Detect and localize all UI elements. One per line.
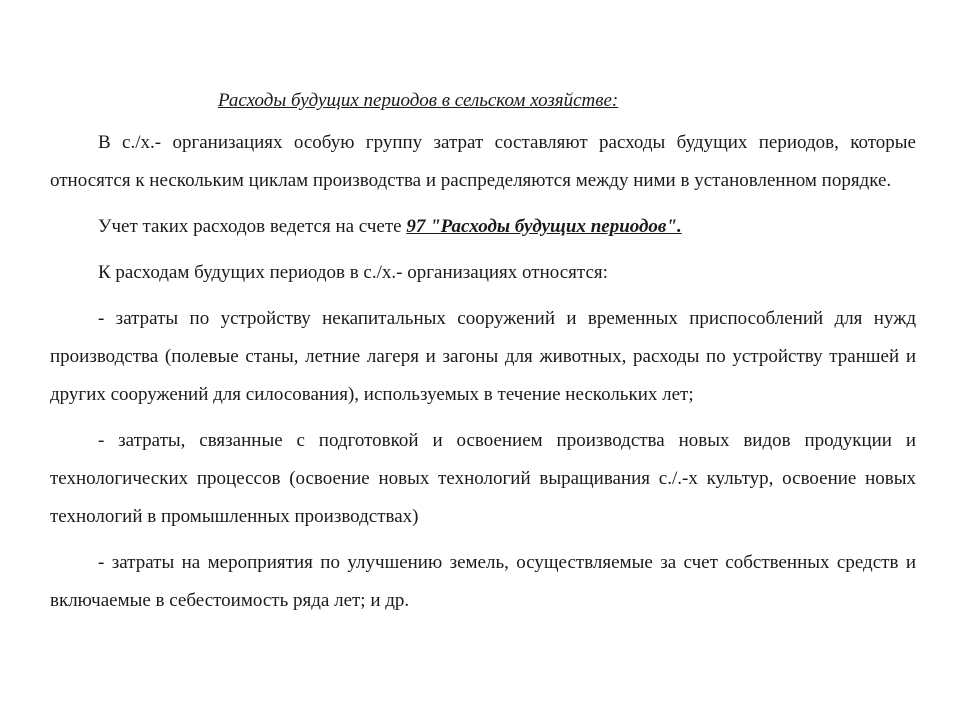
account-prefix-text: Учет таких расходов ведется на счете: [98, 216, 407, 237]
list-item-new-products: - затраты, связанные с подготовкой и освоением производства новых видов продукции и технологических процессов (освоение новых технологий выращивания с./.-х культур, освоение новых технологий в промышленных производствах): [50, 430, 916, 527]
paragraph-intro: В с./х.- организациях особую группу затрат составляют расходы будущих периодов, которые относятся к нескольким циклам производства и распределяются между ними в установленном порядке.: [50, 132, 916, 191]
document-page: [50, 86, 916, 628]
list-item-structures: - затраты по устройству некапитальных сооружений и временных приспособлений для нужд производства (полевые станы, летние лагеря и загоны для животных, расходы по устройству траншей и других сооружений для силосования), используемых в течение нескольких лет;: [50, 308, 916, 405]
document-title: Расходы будущих периодов в сельском хозяйстве:: [218, 90, 619, 111]
paragraph-account: [50, 208, 916, 246]
account-reference: 97 "Расходы будущих периодов".: [406, 216, 682, 237]
paragraph-list-intro: К расходам будущих периодов в с./х.- организациях относятся:: [98, 262, 608, 283]
list-item-land-improvement: - затраты на мероприятия по улучшению земель, осуществляемые за счет собственных средств и включаемые в себестоимость ряда лет; и др.: [50, 552, 916, 611]
